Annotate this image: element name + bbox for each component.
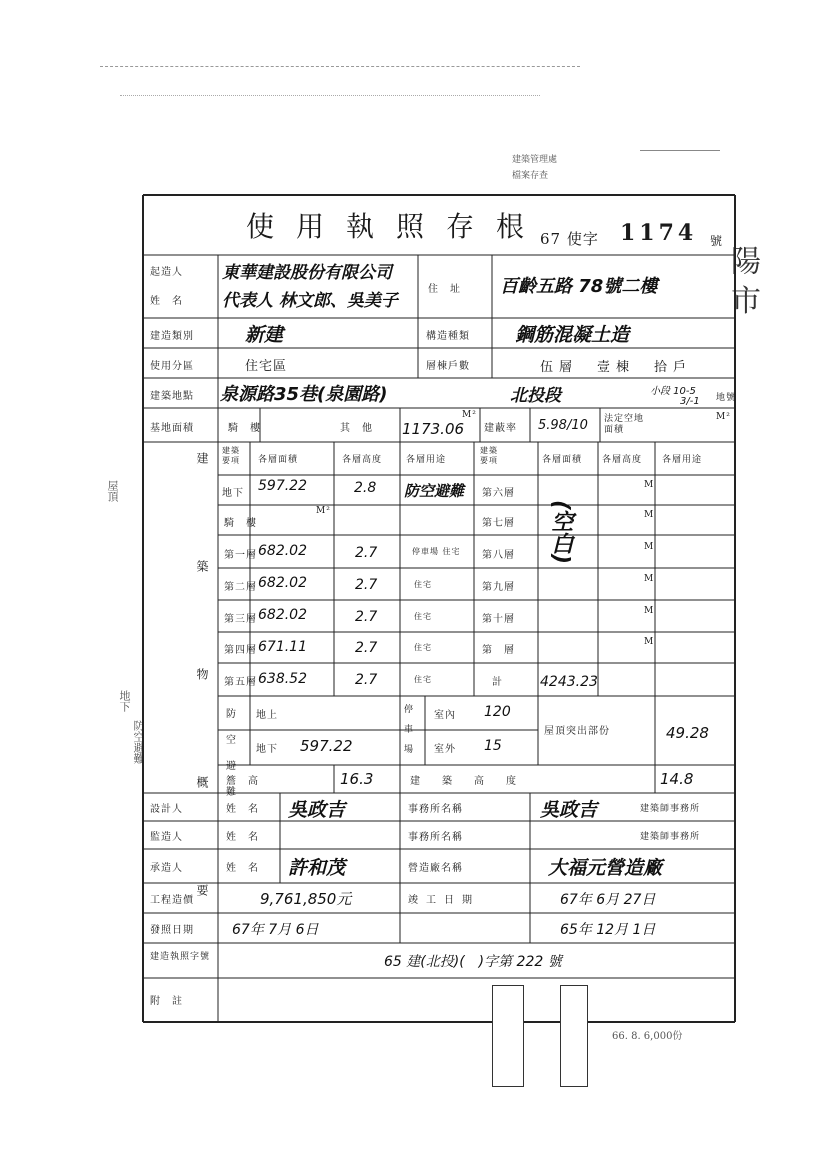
row-label-arcade: 騎 樓 (224, 518, 257, 529)
row-label-f3: 第三層 (224, 614, 257, 625)
designer-office-value: 吳政吉 (540, 799, 598, 821)
applicant-representative: 代表人 林文郎、吳美子 (222, 291, 398, 311)
contractor-value: 許和茂 (288, 857, 346, 879)
row-label-f6: 第六層 (482, 488, 515, 499)
applicant-company: 東華建設股份有限公司 (222, 263, 392, 283)
f5-height: 2.7 (355, 672, 378, 688)
f9-height-unit: M (644, 574, 655, 584)
header-stamp-line1: 建築管理處 (512, 155, 558, 165)
f3-height: 2.7 (355, 609, 378, 625)
header-stamp-line2: 檔案存查 (512, 171, 549, 181)
floors-units-value: 伍層 壹棟 拾戶 (540, 360, 693, 375)
col-floor-use-label-right: 各層用途 (662, 455, 703, 465)
col-floor-height-label: 各層高度 (342, 455, 383, 465)
arcade-label: 騎 樓 (228, 423, 261, 434)
row-label-f8: 第八層 (482, 550, 515, 561)
supervisor-name-label: 姓 名 (226, 832, 259, 843)
permit-number-suffix: 號 (710, 234, 724, 248)
permit-date-value: 65年 12月 1日 (560, 922, 656, 938)
vacant-block-mark: (空白) (548, 500, 573, 565)
basement-height: 2.8 (354, 480, 377, 496)
designer-name-label: 姓 名 (226, 804, 259, 815)
designer-office-suffix: 建築師事務所 (640, 804, 701, 814)
col-floor-height-label-right: 各層高度 (602, 455, 643, 465)
site-area-value: 1173.06 (402, 420, 465, 438)
f4-area: 671.11 (258, 639, 307, 655)
f5-use: 住宅 (414, 675, 432, 684)
coverage-value: 5.98/10 (538, 418, 588, 433)
parking-outdoor-label: 室外 (434, 744, 456, 755)
parking-label: 停車場 (404, 705, 415, 755)
bldg-height-label: 建 築 高 度 (410, 776, 522, 787)
remarks-label: 附 註 (150, 996, 183, 1007)
basement-use: 防空避難 (404, 482, 465, 500)
subsection-value: 小段 10-5 (650, 386, 696, 397)
bldg-overview-label: 建 築 物 概 要 (195, 452, 209, 938)
f10-height-unit: M (644, 606, 655, 616)
left-note-roof: 屋頂 (106, 480, 119, 502)
f1-height: 2.7 (355, 545, 378, 561)
row-label-total: 計 (492, 677, 503, 688)
f2-height: 2.7 (355, 577, 378, 593)
col-item-label: 建築要項 (222, 446, 240, 465)
f7-height-unit: M (644, 510, 655, 520)
basement-area: 597.22 (258, 478, 307, 494)
contractor-firm-value: 大福元營造廠 (548, 857, 663, 879)
row-label-f5: 第五層 (224, 677, 257, 688)
f3-use: 住宅 (414, 612, 432, 621)
col-item-label-right: 建築要項 (480, 446, 498, 465)
f2-use: 住宅 (414, 580, 432, 589)
designer-value: 吳政吉 (288, 799, 346, 821)
permit-number: 1174 (620, 220, 698, 246)
completion-label: 竣工日期 (408, 895, 480, 906)
stair-area-value: 49.28 (666, 724, 709, 742)
official-seal-right (560, 985, 588, 1087)
site-area-label: 基地面積 (150, 423, 194, 434)
f4-use: 住宅 (414, 643, 432, 652)
total-area: 4243.23 (540, 674, 598, 690)
col-floor-area-label-right: 各層面積 (542, 455, 583, 465)
f2-area: 682.02 (258, 575, 307, 591)
building-category-value: 新建 (245, 324, 284, 346)
bldg-height-value: 14.8 (660, 770, 694, 788)
cost-label: 工程造價 (150, 895, 194, 906)
col-floor-area-label: 各層面積 (258, 455, 299, 465)
supervisor-office-label: 事務所名稱 (408, 832, 463, 843)
shelter-below-label: 地下 (256, 744, 278, 755)
use-zone-label: 使用分區 (150, 361, 194, 372)
f5-area: 638.52 (258, 671, 307, 687)
row-label-basement: 地下 (222, 488, 244, 499)
cost-value: 9,761,850元 (260, 890, 352, 908)
row-label-f4: 第四層 (224, 645, 257, 656)
permit-number-prefix: 67 使字 (540, 230, 599, 248)
building-category-label: 建造類別 (150, 331, 194, 342)
row-label-f9: 第九層 (482, 582, 515, 593)
designer-office-label: 事務所名稱 (408, 804, 463, 815)
supervisor-office-suffix: 建築師事務所 (640, 832, 701, 842)
f4-height: 2.7 (355, 640, 378, 656)
f1-area: 682.02 (258, 543, 307, 559)
permit-no-value: 65 建(北投)( )字第 222 號 (384, 954, 562, 970)
parking-indoor-value: 120 (484, 704, 511, 720)
shelter-below-value: 597.22 (300, 737, 353, 755)
contractor-label: 承造人 (150, 863, 183, 874)
row-label-extra: 第 層 (482, 645, 515, 656)
section-value: 北投段 (510, 386, 561, 406)
official-seal-left (492, 985, 524, 1087)
parking-indoor-label: 室內 (434, 710, 456, 721)
floors-units-label: 層棟戶數 (426, 361, 470, 372)
extra-height-unit: M (644, 637, 655, 647)
address-label: 住 址 (428, 284, 461, 295)
form-title: 使用執照存根 (246, 210, 547, 243)
col-floor-use-label: 各層用途 (406, 455, 447, 465)
shelter-label: 防空避難 (226, 709, 237, 798)
left-note-shelter: 防空避難 (132, 720, 145, 764)
row-label-f2: 第二層 (224, 582, 257, 593)
lot-value: 3/-1 (680, 396, 700, 407)
print-mark: 66. 8. 6,000份 (612, 1031, 683, 1042)
issue-date-value: 67年 7月 6日 (232, 922, 319, 938)
left-note-basement: 地下 (118, 690, 131, 712)
coverage-label: 建蔽率 (484, 423, 517, 434)
use-zone-value: 住宅區 (245, 359, 288, 374)
site-location-value: 泉源路35巷(泉園路) (220, 384, 388, 405)
row-label-f10: 第十層 (482, 614, 515, 625)
f3-area: 682.02 (258, 607, 307, 623)
f6-height-unit: M (644, 480, 655, 490)
permit-no-label: 建造執照字號 (150, 952, 211, 962)
structure-type-value: 鋼筋混凝土造 (515, 324, 630, 346)
contractor-firm-label: 營造廠名稱 (408, 863, 463, 874)
site-area-unit: M² (462, 410, 477, 420)
row-label-f7: 第七層 (482, 518, 515, 529)
f1-use: 停車場 住宅 (412, 547, 461, 556)
applicant-label: 起造人 (150, 267, 183, 278)
shelter-above-label: 地上 (256, 710, 278, 721)
supervisor-label: 監造人 (150, 832, 183, 843)
eaves-value: 16.3 (340, 770, 374, 788)
other-label: 其 他 (340, 423, 373, 434)
lot-label: 地號 (716, 393, 737, 403)
contractor-name-label: 姓 名 (226, 863, 259, 874)
designer-label: 設計人 (150, 804, 183, 815)
applicant-address: 百齡五路 78號二樓 (500, 276, 658, 297)
arcade-area-unit: M² (316, 506, 331, 516)
row-label-f1: 第一層 (224, 550, 257, 561)
eaves-label: 簷 高 (226, 776, 259, 787)
right-margin-text: 陽 市 (725, 245, 760, 315)
structure-type-label: 構造種類 (426, 331, 470, 342)
applicant-name-label: 姓 名 (150, 296, 183, 307)
legal-vacant-unit: M² (716, 412, 731, 422)
stair-area-label: 屋頂突出部份 (544, 726, 610, 737)
f8-height-unit: M (644, 542, 655, 552)
site-location-label: 建築地點 (150, 391, 194, 402)
legal-vacant-label: 法定空地面積 (604, 414, 645, 435)
issue-date-label: 發照日期 (150, 925, 194, 936)
completion-value: 67年 6月 27日 (560, 892, 656, 908)
parking-outdoor-value: 15 (484, 738, 502, 754)
